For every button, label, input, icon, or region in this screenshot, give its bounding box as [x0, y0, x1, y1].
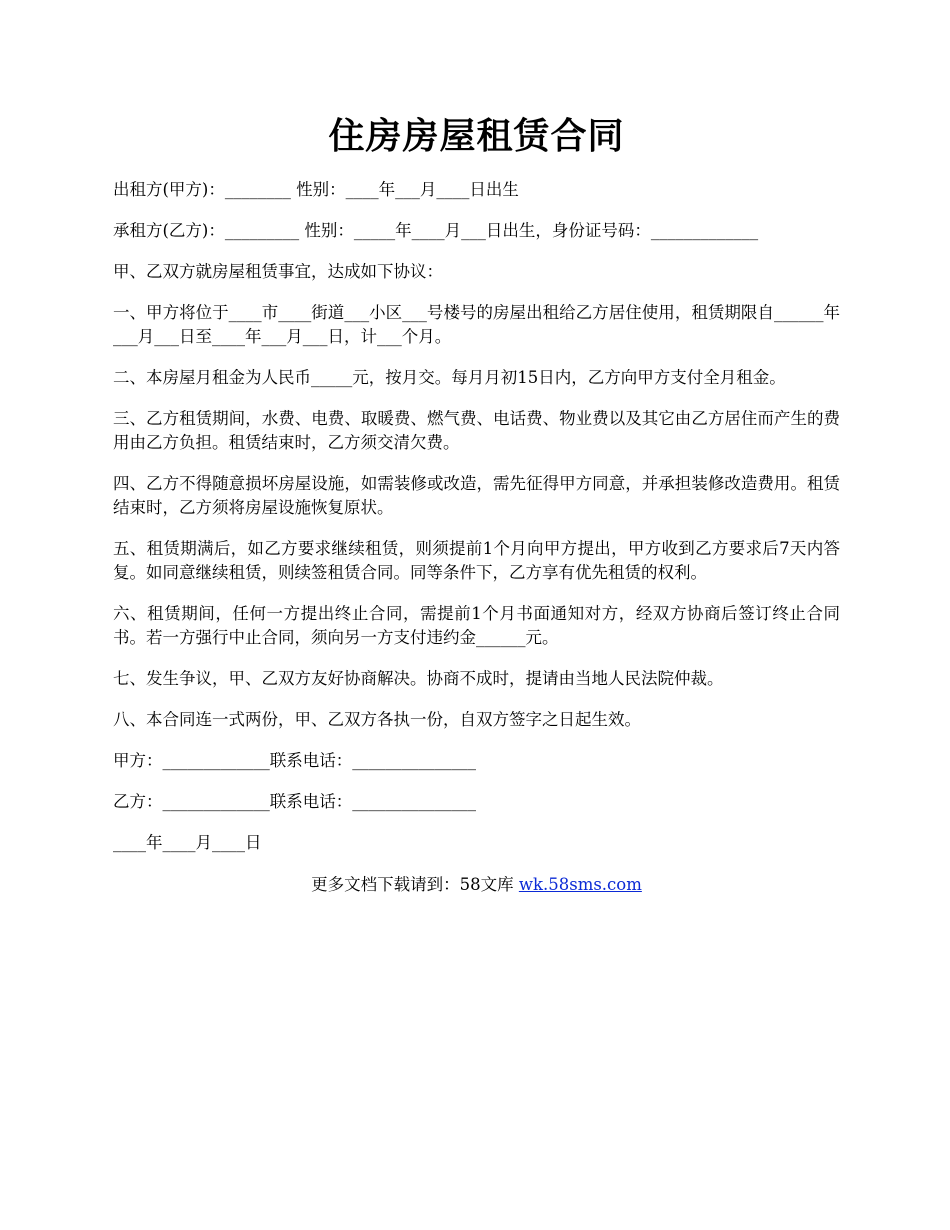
clause-7: 七、发生争议，甲、乙双方友好协商解决。协商不成时，提请由当地人民法院仲裁。 [113, 669, 724, 688]
footer-link[interactable]: wk.58sms.com [518, 875, 642, 894]
footer-text: 更多文档下载请到：58文库 [311, 875, 519, 894]
document-page [113, 110, 840, 897]
signing-date: ____年____月____日 [113, 833, 262, 852]
party-b-signature: 乙方：_____________联系电话：_______________ [113, 792, 476, 811]
clause-1: 一、甲方将位于____市____街道___小区___号楼号的房屋出租给乙方居住使用，租赁期限自______年___月___日至____年___月___日，计___个月。 [113, 303, 840, 346]
clause-8: 八、本合同连一式两份，甲、乙双方各执一份，自双方签字之日起生效。 [113, 710, 641, 729]
party-a-signature: 甲方：_____________联系电话：_______________ [113, 751, 476, 770]
agreement-intro: 甲、乙双方就房屋租赁事宜，达成如下协议： [113, 262, 443, 281]
lessee-info: 承租方(乙方)：_________ 性别：_____年____月___日出生，身份证号码：_____________ [113, 221, 759, 240]
document-title: 住房房屋租赁合同 [328, 115, 625, 157]
footer [113, 873, 840, 897]
clause-3: 三、乙方租赁期间，水费、电费、取暖费、燃气费、电话费、物业费以及其它由乙方居住而产生的费用由乙方负担。租赁结束时，乙方须交清欠费。 [113, 409, 840, 452]
lessor-info: 出租方(甲方)：________ 性别：____年___月____日出生 [113, 180, 519, 199]
clause-2: 二、本房屋月租金为人民币_____元，按月交。每月月初15日内，乙方向甲方支付全月租金。 [113, 368, 786, 387]
clause-6: 六、租赁期间，任何一方提出终止合同，需提前1个月书面通知对方，经双方协商后签订终止合同书。若一方强行中止合同，须向另一方支付违约金______元。 [113, 604, 840, 647]
clause-4: 四、乙方不得随意损坏房屋设施，如需装修或改造，需先征得甲方同意，并承担装修改造费用。租赁结束时，乙方须将房屋设施恢复原状。 [113, 474, 840, 517]
clause-5: 五、租赁期满后，如乙方要求继续租赁，则须提前1个月向甲方提出，甲方收到乙方要求后7天内答复。如同意继续租赁，则续签租赁合同。同等条件下，乙方享有优先租赁的权利。 [113, 539, 840, 582]
